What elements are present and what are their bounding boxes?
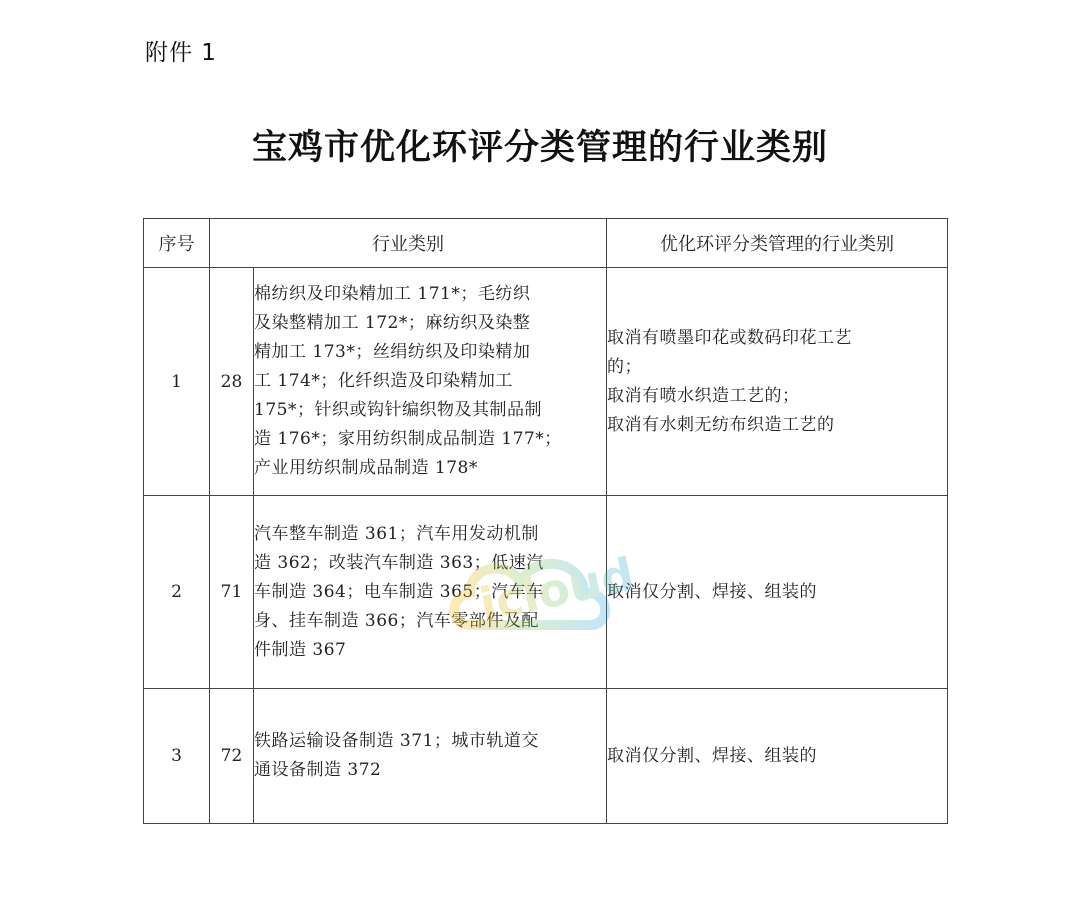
- industry-category-table: [143, 218, 948, 824]
- row-optimized: [607, 689, 948, 824]
- industry-line: 身、挂车制造 366；汽车零部件及配: [254, 610, 539, 631]
- industry-line: 造 362；改装汽车制造 363；低速汽: [254, 552, 544, 573]
- optimized-line: 取消有水刺无纺布织造工艺的: [607, 414, 835, 435]
- row-code: 72: [210, 689, 254, 824]
- optimized-line: 取消有喷墨印花或数码印花工艺: [607, 327, 852, 348]
- industry-line: 造 176*；家用纺织制成品制造 177*；: [254, 429, 562, 449]
- header-optimized: 优化环评分类管理的行业类别: [607, 219, 948, 268]
- document-title: 宝鸡市优化环评分类管理的行业类别: [251, 127, 828, 168]
- row-optimized: [607, 496, 948, 689]
- industry-line: 产业用纺织制成品制造 178*: [254, 458, 478, 478]
- industry-line: 铁路运输设备制造 371；城市轨道交: [254, 731, 539, 751]
- industry-line: 汽车整车制造 361；汽车用发动机制: [254, 523, 539, 544]
- industry-line: 棉纺织及印染精加工 171*；毛纺织: [254, 284, 531, 304]
- watermark-text: icloud: [474, 546, 639, 633]
- row-seq: 3: [144, 689, 210, 824]
- attachment-label: 附件 1: [145, 40, 217, 66]
- industry-line: 及染整精加工 172*；麻纺织及染整: [254, 313, 531, 333]
- row-seq: 2: [144, 496, 210, 689]
- industry-line: 工 174*；化纤织造及印染精加工: [254, 371, 513, 391]
- row-industry: [254, 689, 607, 824]
- table-row: [144, 689, 948, 824]
- optimized-line: 的；: [607, 356, 642, 377]
- optimized-line: 取消仅分割、焊接、组装的: [607, 745, 817, 766]
- industry-line: 通设备制造 372: [254, 760, 382, 780]
- row-seq: 1: [144, 268, 210, 496]
- industry-line: 175*；针织或钩针编织物及其制品制: [254, 400, 542, 420]
- table-row: [144, 268, 948, 496]
- row-industry: [254, 496, 607, 689]
- industry-line: 精加工 173*；丝绢纺织及印染精加: [254, 342, 531, 362]
- row-industry: [254, 268, 607, 496]
- industry-line: 件制造 367: [254, 639, 347, 660]
- table-row: [144, 496, 948, 689]
- header-industry: 行业类别: [210, 219, 607, 268]
- row-optimized: [607, 268, 948, 496]
- header-seq: 序号: [144, 219, 210, 268]
- optimized-line: 取消仅分割、焊接、组装的: [607, 581, 817, 602]
- row-code: 28: [210, 268, 254, 496]
- table-header-row: [144, 219, 948, 268]
- industry-line: 车制造 364；电车制造 365；汽车车: [254, 581, 544, 602]
- optimized-line: 取消有喷水织造工艺的；: [607, 385, 800, 406]
- row-code: 71: [210, 496, 254, 689]
